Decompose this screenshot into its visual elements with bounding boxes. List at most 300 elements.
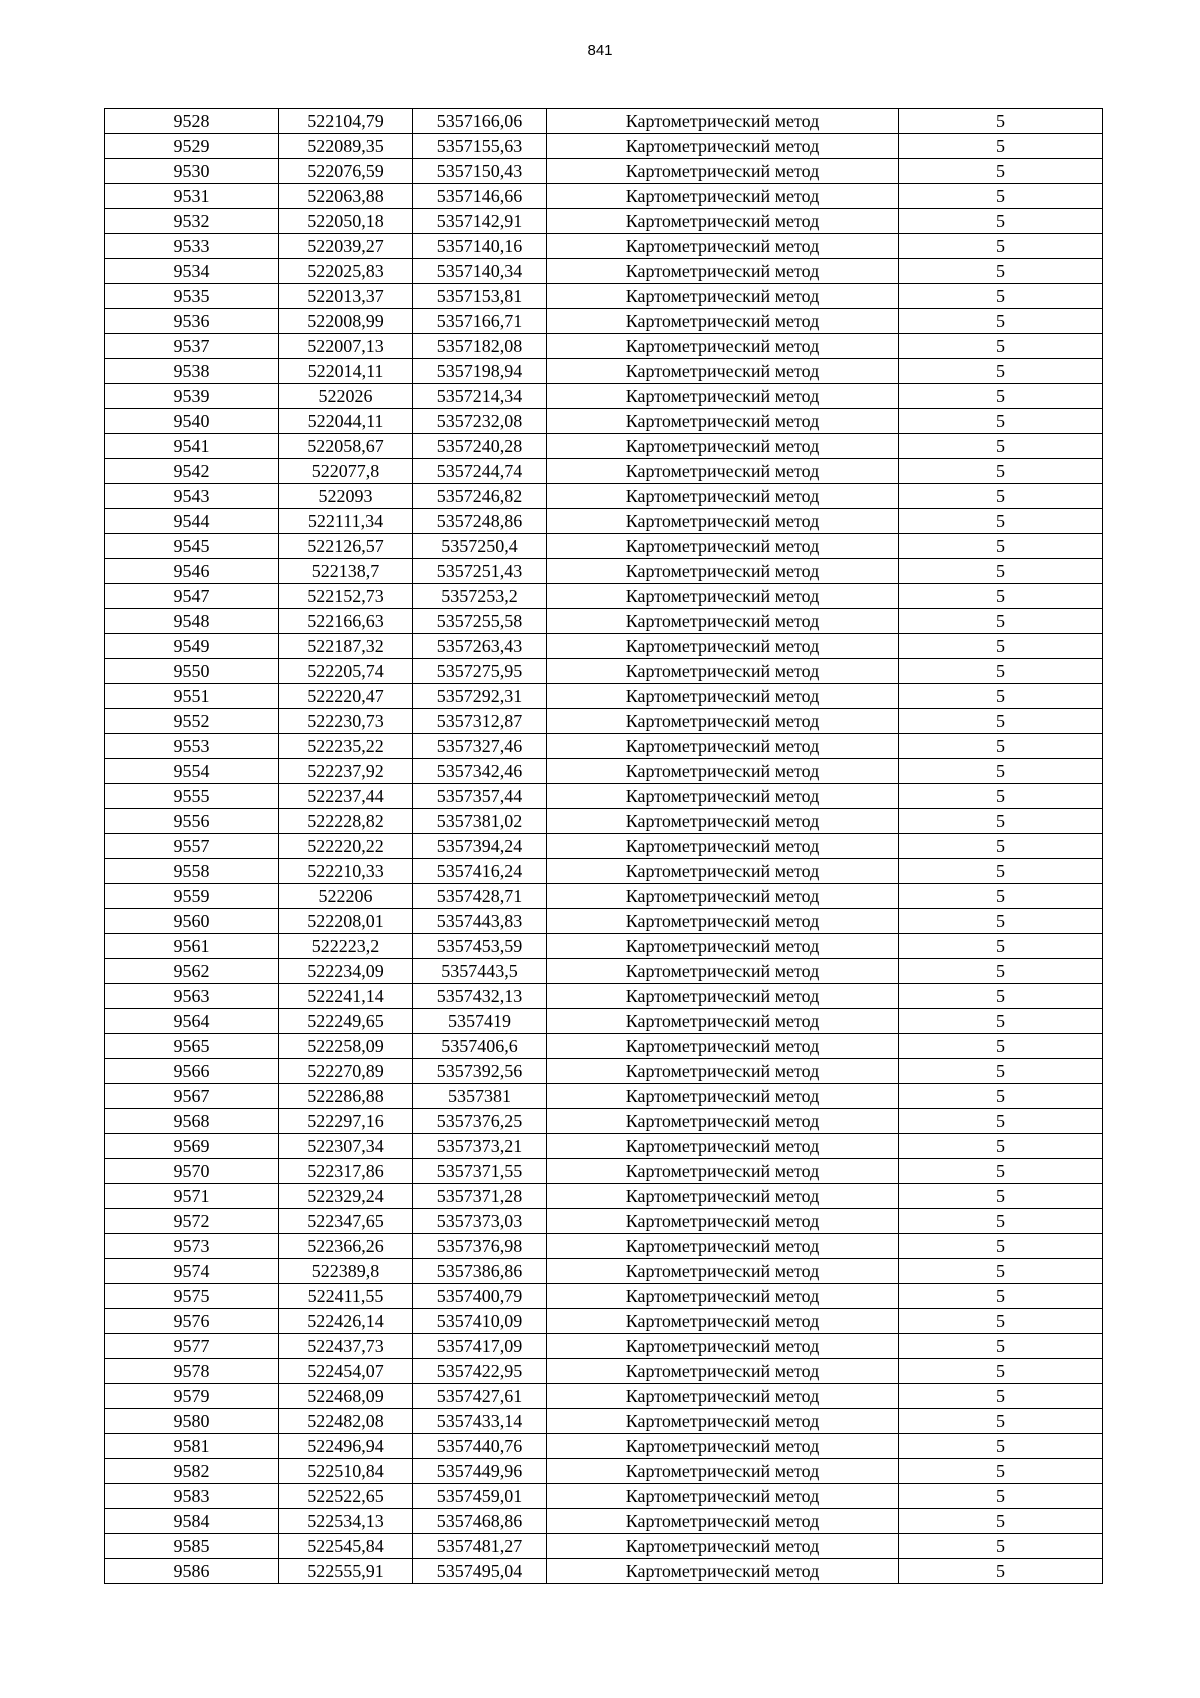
accuracy-cell: 5 (899, 1234, 1103, 1259)
accuracy-cell: 5 (899, 709, 1103, 734)
table-row (105, 784, 1103, 809)
y-coordinate-cell: 5357214,34 (413, 384, 547, 409)
point-number-cell: 9570 (105, 1159, 279, 1184)
accuracy-cell: 5 (899, 1484, 1103, 1509)
accuracy-cell: 5 (899, 834, 1103, 859)
method-cell: Картометрический метод (547, 1509, 899, 1534)
y-coordinate-cell: 5357394,24 (413, 834, 547, 859)
y-coordinate-cell: 5357240,28 (413, 434, 547, 459)
table-row (105, 534, 1103, 559)
table-row (105, 1209, 1103, 1234)
point-number-cell: 9549 (105, 634, 279, 659)
x-coordinate-cell: 522270,89 (279, 1059, 413, 1084)
x-coordinate-cell: 522007,13 (279, 334, 413, 359)
table-row (105, 609, 1103, 634)
x-coordinate-cell: 522220,22 (279, 834, 413, 859)
point-number-cell: 9576 (105, 1309, 279, 1334)
x-coordinate-cell: 522228,82 (279, 809, 413, 834)
y-coordinate-cell: 5357422,95 (413, 1359, 547, 1384)
method-cell: Картометрический метод (547, 209, 899, 234)
y-coordinate-cell: 5357427,61 (413, 1384, 547, 1409)
table-row (105, 109, 1103, 134)
accuracy-cell: 5 (899, 1384, 1103, 1409)
table-row (105, 434, 1103, 459)
accuracy-cell: 5 (899, 259, 1103, 284)
table-row (105, 684, 1103, 709)
accuracy-cell: 5 (899, 134, 1103, 159)
y-coordinate-cell: 5357357,44 (413, 784, 547, 809)
table-row (105, 859, 1103, 884)
x-coordinate-cell: 522297,16 (279, 1109, 413, 1134)
x-coordinate-cell: 522025,83 (279, 259, 413, 284)
accuracy-cell: 5 (899, 109, 1103, 134)
point-number-cell: 9541 (105, 434, 279, 459)
point-number-cell: 9529 (105, 134, 279, 159)
accuracy-cell: 5 (899, 209, 1103, 234)
accuracy-cell: 5 (899, 684, 1103, 709)
table-row (105, 1359, 1103, 1384)
table-row (105, 759, 1103, 784)
y-coordinate-cell: 5357253,2 (413, 584, 547, 609)
y-coordinate-cell: 5357248,86 (413, 509, 547, 534)
point-number-cell: 9551 (105, 684, 279, 709)
x-coordinate-cell: 522482,08 (279, 1409, 413, 1434)
table-row (105, 1134, 1103, 1159)
method-cell: Картометрический метод (547, 1334, 899, 1359)
table-row (105, 1009, 1103, 1034)
method-cell: Картометрический метод (547, 384, 899, 409)
y-coordinate-cell: 5357449,96 (413, 1459, 547, 1484)
table-row (105, 459, 1103, 484)
y-coordinate-cell: 5357255,58 (413, 609, 547, 634)
point-number-cell: 9563 (105, 984, 279, 1009)
x-coordinate-cell: 522208,01 (279, 909, 413, 934)
accuracy-cell: 5 (899, 1134, 1103, 1159)
x-coordinate-cell: 522317,86 (279, 1159, 413, 1184)
y-coordinate-cell: 5357140,34 (413, 259, 547, 284)
x-coordinate-cell: 522104,79 (279, 109, 413, 134)
table-row (105, 709, 1103, 734)
accuracy-cell: 5 (899, 384, 1103, 409)
table-row (105, 584, 1103, 609)
method-cell: Картометрический метод (547, 1259, 899, 1284)
table-row (105, 1309, 1103, 1334)
method-cell: Картометрический метод (547, 1309, 899, 1334)
method-cell: Картометрический метод (547, 259, 899, 284)
y-coordinate-cell: 5357400,79 (413, 1284, 547, 1309)
method-cell: Картометрический метод (547, 1134, 899, 1159)
x-coordinate-cell: 522058,67 (279, 434, 413, 459)
point-number-cell: 9565 (105, 1034, 279, 1059)
table-row (105, 734, 1103, 759)
y-coordinate-cell: 5357443,5 (413, 959, 547, 984)
accuracy-cell: 5 (899, 959, 1103, 984)
accuracy-cell: 5 (899, 1434, 1103, 1459)
x-coordinate-cell: 522111,34 (279, 509, 413, 534)
point-number-cell: 9554 (105, 759, 279, 784)
table-row (105, 1159, 1103, 1184)
point-number-cell: 9540 (105, 409, 279, 434)
method-cell: Картометрический метод (547, 1284, 899, 1309)
x-coordinate-cell: 522230,73 (279, 709, 413, 734)
y-coordinate-cell: 5357146,66 (413, 184, 547, 209)
method-cell: Картометрический метод (547, 334, 899, 359)
table-row (105, 959, 1103, 984)
method-cell: Картометрический метод (547, 1234, 899, 1259)
accuracy-cell: 5 (899, 234, 1103, 259)
method-cell: Картометрический метод (547, 109, 899, 134)
method-cell: Картометрический метод (547, 684, 899, 709)
method-cell: Картометрический метод (547, 634, 899, 659)
method-cell: Картометрический метод (547, 134, 899, 159)
accuracy-cell: 5 (899, 884, 1103, 909)
point-number-cell: 9552 (105, 709, 279, 734)
x-coordinate-cell: 522545,84 (279, 1534, 413, 1559)
y-coordinate-cell: 5357443,83 (413, 909, 547, 934)
x-coordinate-cell: 522089,35 (279, 134, 413, 159)
x-coordinate-cell: 522077,8 (279, 459, 413, 484)
point-number-cell: 9550 (105, 659, 279, 684)
x-coordinate-cell: 522013,37 (279, 284, 413, 309)
y-coordinate-cell: 5357150,43 (413, 159, 547, 184)
accuracy-cell: 5 (899, 359, 1103, 384)
y-coordinate-cell: 5357410,09 (413, 1309, 547, 1334)
x-coordinate-cell: 522366,26 (279, 1234, 413, 1259)
point-number-cell: 9585 (105, 1534, 279, 1559)
accuracy-cell: 5 (899, 509, 1103, 534)
accuracy-cell: 5 (899, 309, 1103, 334)
accuracy-cell: 5 (899, 1209, 1103, 1234)
method-cell: Картометрический метод (547, 1109, 899, 1134)
x-coordinate-cell: 522126,57 (279, 534, 413, 559)
accuracy-cell: 5 (899, 534, 1103, 559)
x-coordinate-cell: 522026 (279, 384, 413, 409)
y-coordinate-cell: 5357417,09 (413, 1334, 547, 1359)
accuracy-cell: 5 (899, 1084, 1103, 1109)
accuracy-cell: 5 (899, 609, 1103, 634)
method-cell: Картометрический метод (547, 1159, 899, 1184)
point-number-cell: 9556 (105, 809, 279, 834)
x-coordinate-cell: 522093 (279, 484, 413, 509)
x-coordinate-cell: 522389,8 (279, 1259, 413, 1284)
x-coordinate-cell: 522166,63 (279, 609, 413, 634)
point-number-cell: 9535 (105, 284, 279, 309)
accuracy-cell: 5 (899, 634, 1103, 659)
point-number-cell: 9581 (105, 1434, 279, 1459)
method-cell: Картометрический метод (547, 1009, 899, 1034)
point-number-cell: 9586 (105, 1559, 279, 1584)
method-cell: Картометрический метод (547, 559, 899, 584)
table-row (105, 409, 1103, 434)
x-coordinate-cell: 522237,44 (279, 784, 413, 809)
point-number-cell: 9574 (105, 1259, 279, 1284)
point-number-cell: 9542 (105, 459, 279, 484)
y-coordinate-cell: 5357166,71 (413, 309, 547, 334)
method-cell: Картометрический метод (547, 1409, 899, 1434)
y-coordinate-cell: 5357373,03 (413, 1209, 547, 1234)
point-number-cell: 9578 (105, 1359, 279, 1384)
table-row (105, 1384, 1103, 1409)
point-number-cell: 9571 (105, 1184, 279, 1209)
y-coordinate-cell: 5357275,95 (413, 659, 547, 684)
x-coordinate-cell: 522437,73 (279, 1334, 413, 1359)
y-coordinate-cell: 5357182,08 (413, 334, 547, 359)
table-row (105, 509, 1103, 534)
table-row (105, 484, 1103, 509)
accuracy-cell: 5 (899, 1334, 1103, 1359)
accuracy-cell: 5 (899, 1184, 1103, 1209)
y-coordinate-cell: 5357292,31 (413, 684, 547, 709)
table-row (105, 384, 1103, 409)
method-cell: Картометрический метод (547, 1484, 899, 1509)
point-number-cell: 9543 (105, 484, 279, 509)
accuracy-cell: 5 (899, 1109, 1103, 1134)
table-row (105, 1509, 1103, 1534)
accuracy-cell: 5 (899, 1059, 1103, 1084)
y-coordinate-cell: 5357376,98 (413, 1234, 547, 1259)
accuracy-cell: 5 (899, 484, 1103, 509)
table-row (105, 934, 1103, 959)
table-row (105, 309, 1103, 334)
y-coordinate-cell: 5357381 (413, 1084, 547, 1109)
point-number-cell: 9559 (105, 884, 279, 909)
x-coordinate-cell: 522347,65 (279, 1209, 413, 1234)
y-coordinate-cell: 5357251,43 (413, 559, 547, 584)
accuracy-cell: 5 (899, 984, 1103, 1009)
method-cell: Картометрический метод (547, 309, 899, 334)
accuracy-cell: 5 (899, 1509, 1103, 1534)
method-cell: Картометрический метод (547, 409, 899, 434)
y-coordinate-cell: 5357371,28 (413, 1184, 547, 1209)
y-coordinate-cell: 5357432,13 (413, 984, 547, 1009)
table-row (105, 1434, 1103, 1459)
point-number-cell: 9562 (105, 959, 279, 984)
point-number-cell: 9558 (105, 859, 279, 884)
y-coordinate-cell: 5357327,46 (413, 734, 547, 759)
accuracy-cell: 5 (899, 1359, 1103, 1384)
x-coordinate-cell: 522454,07 (279, 1359, 413, 1384)
table-row (105, 634, 1103, 659)
x-coordinate-cell: 522241,14 (279, 984, 413, 1009)
x-coordinate-cell: 522307,34 (279, 1134, 413, 1159)
y-coordinate-cell: 5357433,14 (413, 1409, 547, 1434)
point-number-cell: 9537 (105, 334, 279, 359)
point-number-cell: 9561 (105, 934, 279, 959)
accuracy-cell: 5 (899, 1284, 1103, 1309)
table-row (105, 334, 1103, 359)
accuracy-cell: 5 (899, 1259, 1103, 1284)
x-coordinate-cell: 522496,94 (279, 1434, 413, 1459)
table-row (105, 159, 1103, 184)
method-cell: Картометрический метод (547, 1084, 899, 1109)
point-number-cell: 9539 (105, 384, 279, 409)
table-row (105, 1034, 1103, 1059)
method-cell: Картометрический метод (547, 1559, 899, 1584)
table-row (105, 1109, 1103, 1134)
table-row (105, 1234, 1103, 1259)
method-cell: Картометрический метод (547, 284, 899, 309)
method-cell: Картометрический метод (547, 984, 899, 1009)
x-coordinate-cell: 522468,09 (279, 1384, 413, 1409)
y-coordinate-cell: 5357244,74 (413, 459, 547, 484)
x-coordinate-cell: 522411,55 (279, 1284, 413, 1309)
x-coordinate-cell: 522510,84 (279, 1459, 413, 1484)
y-coordinate-cell: 5357392,56 (413, 1059, 547, 1084)
accuracy-cell: 5 (899, 584, 1103, 609)
point-number-cell: 9560 (105, 909, 279, 934)
accuracy-cell: 5 (899, 784, 1103, 809)
method-cell: Картометрический метод (547, 234, 899, 259)
y-coordinate-cell: 5357246,82 (413, 484, 547, 509)
method-cell: Картометрический метод (547, 709, 899, 734)
accuracy-cell: 5 (899, 334, 1103, 359)
y-coordinate-cell: 5357386,86 (413, 1259, 547, 1284)
y-coordinate-cell: 5357419 (413, 1009, 547, 1034)
x-coordinate-cell: 522237,92 (279, 759, 413, 784)
y-coordinate-cell: 5357373,21 (413, 1134, 547, 1159)
table-row (105, 1059, 1103, 1084)
method-cell: Картометрический метод (547, 1384, 899, 1409)
x-coordinate-cell: 522234,09 (279, 959, 413, 984)
method-cell: Картометрический метод (547, 1459, 899, 1484)
x-coordinate-cell: 522206 (279, 884, 413, 909)
y-coordinate-cell: 5357312,87 (413, 709, 547, 734)
table-row (105, 834, 1103, 859)
y-coordinate-cell: 5357495,04 (413, 1559, 547, 1584)
accuracy-cell: 5 (899, 1534, 1103, 1559)
method-cell: Картометрический метод (547, 884, 899, 909)
method-cell: Картометрический метод (547, 584, 899, 609)
x-coordinate-cell: 522286,88 (279, 1084, 413, 1109)
x-coordinate-cell: 522223,2 (279, 934, 413, 959)
method-cell: Картометрический метод (547, 184, 899, 209)
x-coordinate-cell: 522258,09 (279, 1034, 413, 1059)
point-number-cell: 9568 (105, 1109, 279, 1134)
method-cell: Картометрический метод (547, 959, 899, 984)
x-coordinate-cell: 522008,99 (279, 309, 413, 334)
x-coordinate-cell: 522050,18 (279, 209, 413, 234)
method-cell: Картометрический метод (547, 1034, 899, 1059)
accuracy-cell: 5 (899, 809, 1103, 834)
x-coordinate-cell: 522039,27 (279, 234, 413, 259)
method-cell: Картометрический метод (547, 534, 899, 559)
method-cell: Картометрический метод (547, 834, 899, 859)
point-number-cell: 9573 (105, 1234, 279, 1259)
point-number-cell: 9583 (105, 1484, 279, 1509)
accuracy-cell: 5 (899, 284, 1103, 309)
accuracy-cell: 5 (899, 559, 1103, 584)
x-coordinate-cell: 522329,24 (279, 1184, 413, 1209)
point-number-cell: 9531 (105, 184, 279, 209)
x-coordinate-cell: 522187,32 (279, 634, 413, 659)
x-coordinate-cell: 522235,22 (279, 734, 413, 759)
y-coordinate-cell: 5357198,94 (413, 359, 547, 384)
table-row (105, 909, 1103, 934)
y-coordinate-cell: 5357406,6 (413, 1034, 547, 1059)
accuracy-cell: 5 (899, 859, 1103, 884)
accuracy-cell: 5 (899, 909, 1103, 934)
method-cell: Картометрический метод (547, 609, 899, 634)
y-coordinate-cell: 5357416,24 (413, 859, 547, 884)
point-number-cell: 9548 (105, 609, 279, 634)
point-number-cell: 9569 (105, 1134, 279, 1159)
method-cell: Картометрический метод (547, 1359, 899, 1384)
point-number-cell: 9584 (105, 1509, 279, 1534)
table-row (105, 1284, 1103, 1309)
method-cell: Картометрический метод (547, 784, 899, 809)
accuracy-cell: 5 (899, 759, 1103, 784)
point-number-cell: 9572 (105, 1209, 279, 1234)
table-row (105, 1084, 1103, 1109)
point-number-cell: 9534 (105, 259, 279, 284)
accuracy-cell: 5 (899, 159, 1103, 184)
y-coordinate-cell: 5357381,02 (413, 809, 547, 834)
table-row (105, 259, 1103, 284)
point-number-cell: 9557 (105, 834, 279, 859)
y-coordinate-cell: 5357376,25 (413, 1109, 547, 1134)
accuracy-cell: 5 (899, 934, 1103, 959)
y-coordinate-cell: 5357166,06 (413, 109, 547, 134)
y-coordinate-cell: 5357142,91 (413, 209, 547, 234)
x-coordinate-cell: 522076,59 (279, 159, 413, 184)
point-number-cell: 9547 (105, 584, 279, 609)
x-coordinate-cell: 522063,88 (279, 184, 413, 209)
method-cell: Картометрический метод (547, 1059, 899, 1084)
point-number-cell: 9533 (105, 234, 279, 259)
point-number-cell: 9580 (105, 1409, 279, 1434)
table-row (105, 184, 1103, 209)
y-coordinate-cell: 5357440,76 (413, 1434, 547, 1459)
table-row (105, 209, 1103, 234)
coordinates-table (104, 108, 1103, 1584)
page-number: 841 (587, 42, 613, 59)
method-cell: Картометрический метод (547, 1434, 899, 1459)
point-number-cell: 9577 (105, 1334, 279, 1359)
accuracy-cell: 5 (899, 1409, 1103, 1434)
table-row (105, 134, 1103, 159)
point-number-cell: 9546 (105, 559, 279, 584)
table-row (105, 809, 1103, 834)
table-row (105, 1459, 1103, 1484)
accuracy-cell: 5 (899, 1009, 1103, 1034)
table-row (105, 884, 1103, 909)
point-number-cell: 9530 (105, 159, 279, 184)
point-number-cell: 9536 (105, 309, 279, 334)
x-coordinate-cell: 522426,14 (279, 1309, 413, 1334)
table-row (105, 234, 1103, 259)
y-coordinate-cell: 5357468,86 (413, 1509, 547, 1534)
point-number-cell: 9532 (105, 209, 279, 234)
y-coordinate-cell: 5357342,46 (413, 759, 547, 784)
method-cell: Картометрический метод (547, 434, 899, 459)
method-cell: Картометрический метод (547, 859, 899, 884)
table-row (105, 1184, 1103, 1209)
table-row (105, 1484, 1103, 1509)
point-number-cell: 9566 (105, 1059, 279, 1084)
point-number-cell: 9564 (105, 1009, 279, 1034)
method-cell: Картометрический метод (547, 1184, 899, 1209)
accuracy-cell: 5 (899, 734, 1103, 759)
y-coordinate-cell: 5357371,55 (413, 1159, 547, 1184)
accuracy-cell: 5 (899, 184, 1103, 209)
coordinates-table-body (105, 109, 1103, 1584)
y-coordinate-cell: 5357481,27 (413, 1534, 547, 1559)
point-number-cell: 9538 (105, 359, 279, 384)
method-cell: Картометрический метод (547, 359, 899, 384)
accuracy-cell: 5 (899, 409, 1103, 434)
point-number-cell: 9567 (105, 1084, 279, 1109)
table-row (105, 559, 1103, 584)
